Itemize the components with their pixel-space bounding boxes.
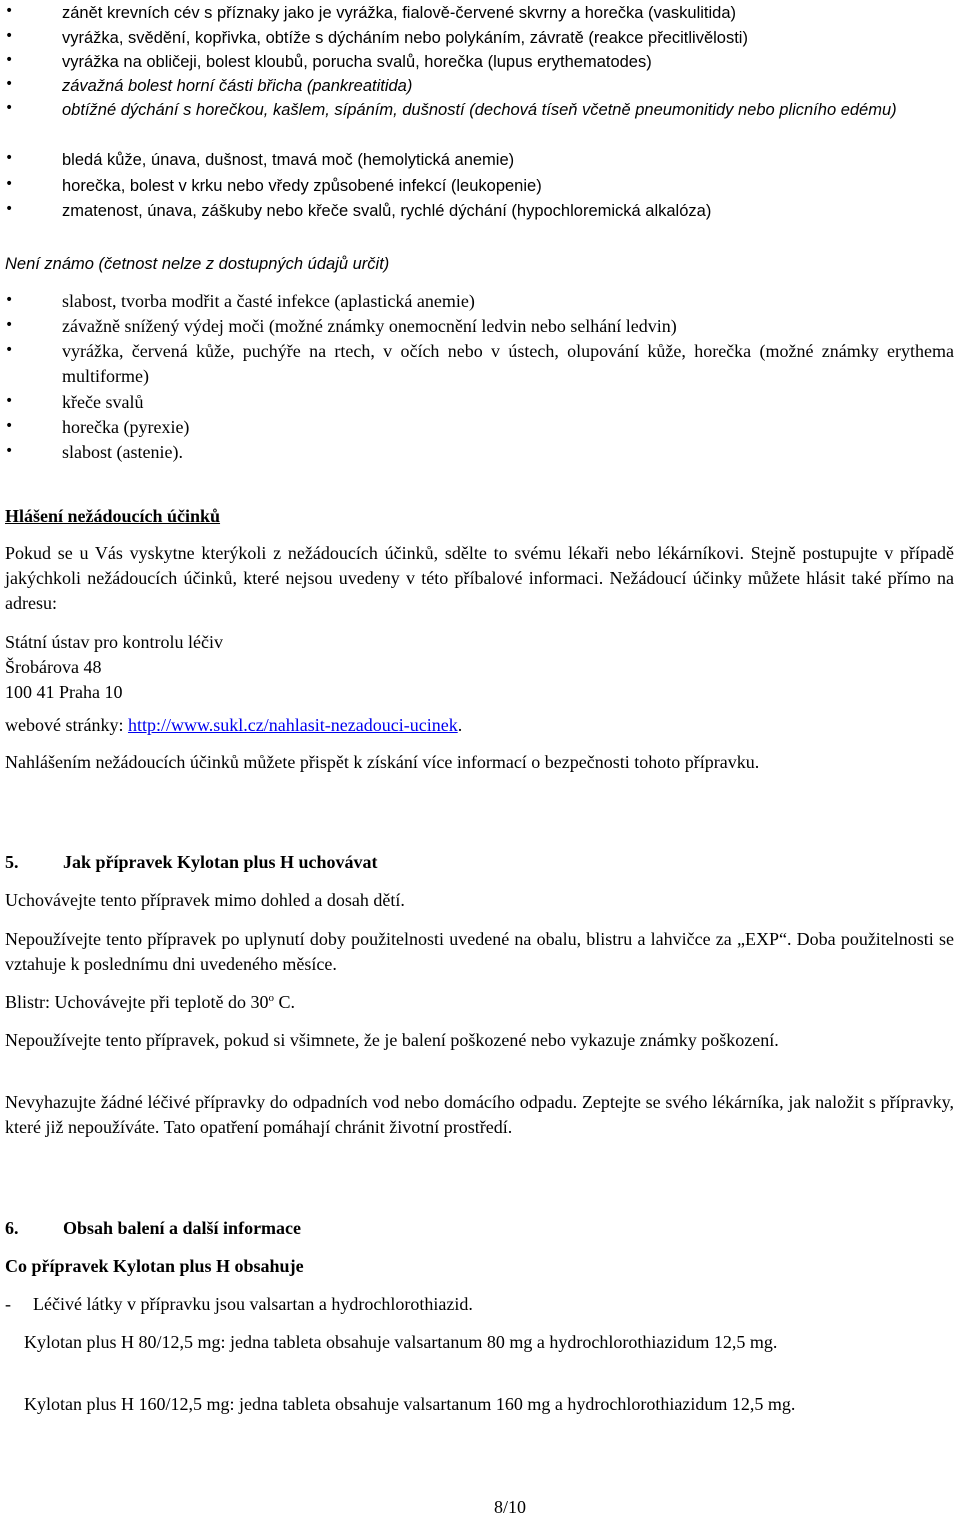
bullet-icon: • (5, 176, 14, 192)
reporting-paragraph: Pokud se u Vás vyskytne kterýkoli z nežádoucích účinků, sdělte to svému lékaři nebo lékárníkovi. Stejně postupujte v případě jakýchkoli nežádoucích účinků, které nejsou uvedeny v této příbalové informaci. Nežádoucí účinky můžete hlásit také přímo na adresu: (5, 543, 954, 613)
bullet-icon: • (5, 76, 14, 92)
composition-subheading: Co přípravek Kylotan plus H obsahuje (5, 1256, 304, 1276)
bullet-icon: • (5, 28, 14, 44)
list-item-text: vyrážka, svědění, kopřivka, obtíže s dýcháním nebo polykáním, závratě (reakce přecitlivělosti) (62, 29, 748, 47)
frequency-heading: Není známo (četnost nelze z dostupných údajů určit) (5, 255, 390, 273)
bullet-icon: • (5, 52, 14, 68)
list-item-text: zmatenost, únava, záškuby nebo křeče svalů, rychlé dýchání (hypochloremická alkalóza) (62, 202, 712, 220)
website-label: webové stránky: (5, 715, 128, 735)
address-line-1: Státní ústav pro kontrolu léčiv (5, 632, 223, 652)
bullet-icon: • (5, 342, 14, 358)
storage-paragraph-3 (0, 990, 960, 1015)
section-number: 6. (5, 1218, 19, 1238)
reporting-heading: Hlášení nežádoucích účinků (5, 506, 221, 526)
storage-paragraph-4: Nepoužívejte tento přípravek, pokud si všimnete, že je balení poškozené nebo vykazuje známky poškození. (5, 1030, 779, 1050)
bullet-icon: • (5, 317, 14, 333)
composition-80-paragraph: Kylotan plus H 80/12,5 mg: jedna tableta obsahuje valsartanum 80 mg a hydrochlorothiazidum 12,5 mg. (24, 1332, 778, 1352)
list-item (0, 440, 960, 465)
section-title: Obsah balení a další informace (63, 1218, 302, 1238)
list-item-text: horečka (pyrexie) (62, 417, 190, 437)
bullet-icon: • (5, 292, 14, 308)
list-item-text: horečka, bolest v krku nebo vředy způsobené infekcí (leukopenie) (62, 177, 542, 195)
dash-marker: - (5, 1294, 11, 1314)
list-item (0, 25, 960, 49)
section-6-heading (0, 1216, 301, 1241)
storage-temp-text: Blistr: Uchovávejte při teplotě do 30 (5, 992, 269, 1012)
list-item-text: závažná bolest horní části břicha (pankreatitida) (62, 77, 413, 95)
bullet-icon: • (5, 100, 14, 116)
bullet-icon: • (5, 3, 14, 19)
bullet-icon: • (5, 150, 14, 166)
adverse-effects-list-1 (0, 0, 960, 223)
section-title: Jak přípravek Kylotan plus H uchovávat (63, 852, 378, 872)
section-number: 5. (5, 852, 19, 872)
list-item-text: vyrážka na obličeji, bolest kloubů, porucha svalů, horečka (lupus erythematodes) (62, 53, 652, 71)
list-item (0, 73, 960, 97)
storage-paragraph-2: Nepoužívejte tento přípravek po uplynutí doby použitelnosti uvedené na obalu, blistru a lahvičce za „EXP“. Doba použitelnosti se vztahuje k poslednímu dni uvedeného měsíce. (5, 929, 954, 974)
storage-temp-unit: C. (273, 992, 295, 1012)
list-item (0, 0, 960, 25)
list-item-text: slabost, tvorba modřit a časté infekce (aplastická anemie) (62, 291, 475, 311)
website-line (0, 713, 468, 738)
active-substances-text: Léčivé látky v přípravku jsou valsartan a hydrochlorothiazid. (33, 1294, 473, 1314)
list-item (0, 97, 960, 147)
storage-paragraph-5: Nevyhazujte žádné léčivé přípravky do odpadních vod nebo domácího odpadu. Zeptejte se svého lékárníka, jak naložit s přípravky, které již nepoužíváte. Tato opatření pomáhají chránit životní prostředí. (5, 1092, 954, 1137)
list-item (0, 314, 960, 339)
page-number: 8/10 (493, 1497, 526, 1517)
list-item (0, 173, 960, 198)
list-item-text: vyrážka, červená kůže, puchýře na rtech, v očích nebo v ústech, olupování kůže, horečka (možné známky erythema multiforme) (62, 341, 954, 386)
list-item-text: závažně snížený výdej moči (možné známky onemocnění ledvin nebo selhání ledvin) (62, 316, 677, 336)
address-line-3: 100 41 Praha 10 (5, 682, 123, 702)
address-line-2: Šrobárova 48 (5, 657, 102, 677)
list-item (0, 49, 960, 73)
composition-160-paragraph: Kylotan plus H 160/12,5 mg: jedna tableta obsahuje valsartanum 160 mg a hydrochlorothiazidum 12,5 mg. (24, 1394, 796, 1414)
list-item-text: křeče svalů (62, 392, 144, 412)
reporting-benefit-paragraph: Nahlášením nežádoucích účinků můžete přispět k získání více informací o bezpečnosti tohoto přípravku. (5, 752, 760, 772)
list-item-text: slabost (astenie). (62, 442, 183, 462)
list-item (0, 415, 960, 440)
bullet-icon: • (5, 443, 14, 459)
list-item-text: bledá kůže, únava, dušnost, tmavá moč (hemolytická anemie) (62, 151, 515, 169)
storage-paragraph-1: Uchovávejte tento přípravek mimo dohled a dosah dětí. (5, 890, 405, 910)
list-item (0, 198, 960, 223)
bullet-icon: • (5, 418, 14, 434)
website-link[interactable]: http://www.sukl.cz/nahlasit-nezadouci-ucinek (127, 715, 458, 735)
list-item (0, 339, 960, 390)
list-item (0, 289, 960, 314)
list-item (0, 147, 960, 173)
degree-mark: o (268, 992, 274, 1004)
website-tail: . (457, 715, 463, 735)
active-substances-item (0, 1292, 955, 1317)
list-item-text: zánět krevních cév s příznaky jako je vyrážka, fialově-červené skvrny a horečka (vaskulitida) (62, 4, 737, 22)
list-item (0, 390, 960, 415)
bullet-icon: • (5, 201, 14, 217)
adverse-effects-list-2 (0, 289, 960, 465)
section-5-heading (0, 850, 378, 875)
list-item-text: obtížné dýchání s horečkou, kašlem, sípáním, dušností (dechová tíseň včetně pneumonitidy nebo plicního edému) (62, 101, 897, 119)
bullet-icon: • (5, 393, 14, 409)
